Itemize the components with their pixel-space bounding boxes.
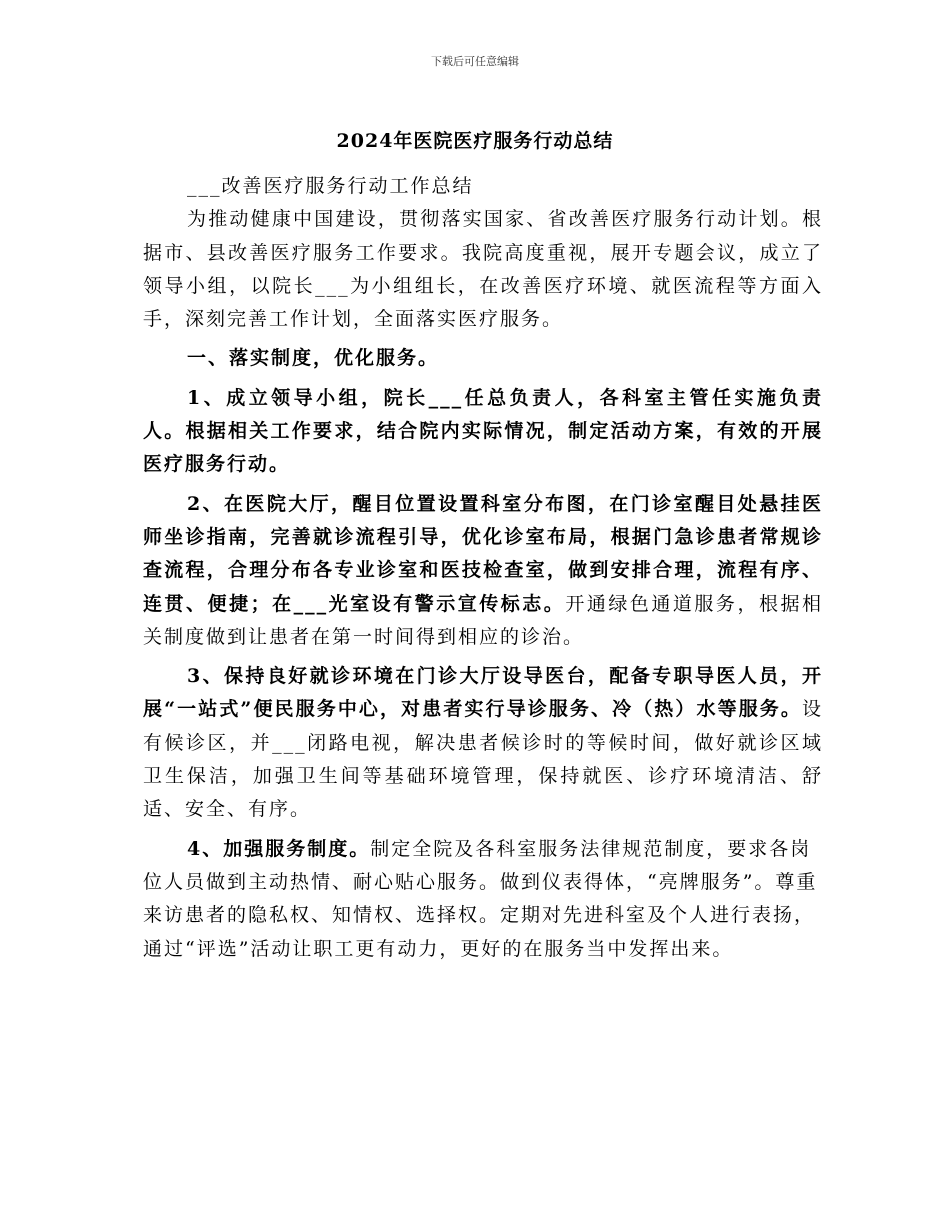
header-note: 下载后可任意编辑 [431,55,519,68]
item-3 [143,660,823,826]
intro-paragraph: 为推动健康中国建设，贯彻落实国家、省改善医疗服务行动计划。根据市、县改善医疗服务工作要求。我院高度重视，展开专题会议，成立了领导小组，以院长___为小组组长，在改善医疗环境、就医流程等方面入手，深刻完善工作计划，全面落实医疗服务。 [143,208,823,331]
item-3-text: 设有候诊区，并___闭路电视，解决患者候诊时的等候时间，做好就诊区域卫生保洁，加强卫生间等基础环境管理，保持就医、诊疗环境清洁、舒适、安全、有序。 [143,698,823,821]
item-3-bold: 3、保持良好就诊环境在门诊大厅设导医台，配备专职导医人员，开展“一站式”便民服务中心，对患者实行导诊服务、冷（热）水等服务。 [143,665,823,721]
document-title: 2024年医院医疗服务行动总结 [336,130,614,152]
item-4-bold: 4、加强服务制度。 [187,837,371,860]
item-2-bold: 2、在医院大厅，醒目位置设置科室分布图，在门诊室醒目处悬挂医师坐诊指南，完善就诊流程引导，优化诊室布局，根据门急诊患者常规诊查流程，合理分布各专业诊室和医技检查室，做到安排合理，流程有序、连贯、便捷；在___光室设有警示宣传标志。 [143,492,823,615]
item-1: 1、成立领导小组，院长___任总负责人，各科室主管任实施负责人。根据相关工作要求，结合院内实际情况，制定活动方案，有效的开展医疗服务行动。 [143,386,823,476]
item-2-text: 开通绿色通道服务，根据相关制度做到让患者在第一时间得到相应的诊治。 [143,592,823,648]
item-4-text: 制定全院及各科室服务法律规范制度，要求各岗位人员做到主动热情、耐心贴心服务。做到仪表得体，“亮牌服务”。尊重来访患者的隐私权、知情权、选择权。定期对先进科室及个人进行表扬，通过“评选”活动让职工更有动力，更好的在服务当中发挥出来。 [143,837,818,960]
item-4 [143,833,823,966]
section-heading: 一、落实制度，优化服务。 [187,347,440,370]
subtitle: ___改善医疗服务行动工作总结 [187,175,474,197]
item-2 [143,488,823,654]
document-body [143,170,823,966]
